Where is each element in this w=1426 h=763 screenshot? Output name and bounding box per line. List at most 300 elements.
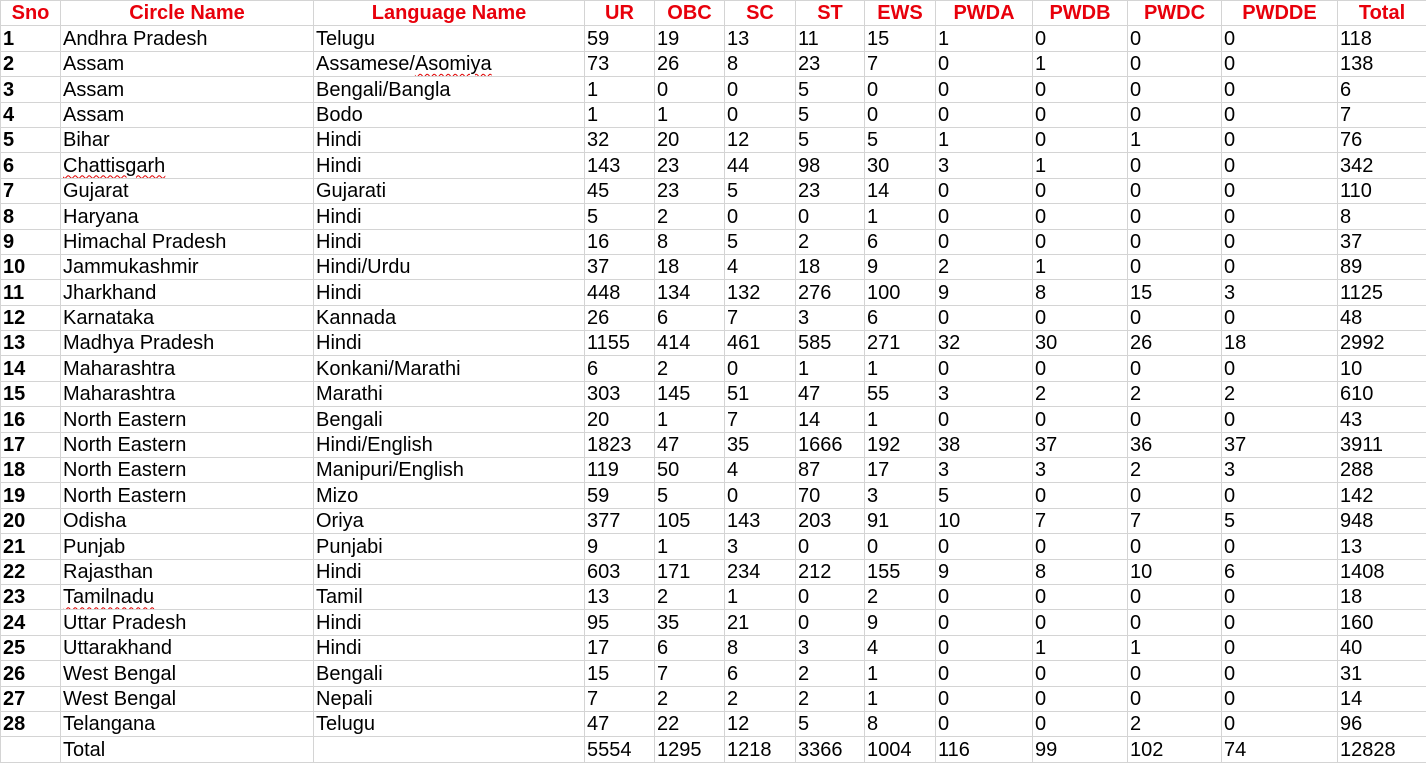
pwdde-cell[interactable] [1222, 127, 1338, 152]
circle-name-cell[interactable] [61, 584, 314, 609]
obc-cell[interactable] [655, 584, 725, 609]
sno-cell[interactable] [1, 102, 61, 127]
ews-cell[interactable] [865, 77, 936, 102]
header-pwda[interactable]: PWDA [936, 1, 1033, 26]
obc-cell[interactable] [655, 356, 725, 381]
pwdc-cell[interactable] [1128, 508, 1222, 533]
obc-cell[interactable] [655, 229, 725, 254]
sc-cell[interactable] [725, 458, 796, 483]
pwdc-cell[interactable] [1128, 229, 1222, 254]
pwdb-cell[interactable] [1033, 204, 1128, 229]
pwdde-cell[interactable] [1222, 356, 1338, 381]
language-name-cell[interactable] [314, 254, 585, 279]
sno-cell[interactable] [1, 559, 61, 584]
total-cell[interactable] [1338, 737, 1426, 762]
ews-cell[interactable] [865, 356, 936, 381]
sc-cell[interactable] [725, 635, 796, 660]
pwda-cell[interactable] [936, 229, 1033, 254]
pwdb-cell[interactable] [1033, 483, 1128, 508]
ews-cell[interactable] [865, 711, 936, 736]
sno-cell[interactable] [1, 610, 61, 635]
sc-cell[interactable] [725, 51, 796, 76]
language-name-cell[interactable] [314, 407, 585, 432]
obc-cell[interactable] [655, 331, 725, 356]
ur-cell[interactable] [585, 153, 655, 178]
sc-cell[interactable] [725, 178, 796, 203]
ur-cell[interactable] [585, 610, 655, 635]
obc-cell[interactable] [655, 432, 725, 457]
obc-cell[interactable] [655, 153, 725, 178]
st-cell[interactable] [796, 686, 865, 711]
obc-cell[interactable] [655, 280, 725, 305]
header-circle-name[interactable]: Circle Name [61, 1, 314, 26]
pwdb-cell[interactable] [1033, 26, 1128, 51]
pwdc-cell[interactable] [1128, 356, 1222, 381]
circle-name-cell[interactable] [61, 381, 314, 406]
st-cell[interactable] [796, 331, 865, 356]
st-cell[interactable] [796, 153, 865, 178]
pwdde-cell[interactable] [1222, 102, 1338, 127]
sno-cell[interactable] [1, 584, 61, 609]
pwdb-cell[interactable] [1033, 407, 1128, 432]
pwda-cell[interactable] [936, 381, 1033, 406]
ews-cell[interactable] [865, 610, 936, 635]
pwdc-cell[interactable] [1128, 331, 1222, 356]
total-cell[interactable] [1338, 331, 1426, 356]
ews-cell[interactable] [865, 26, 936, 51]
total-cell[interactable] [1338, 127, 1426, 152]
pwda-cell[interactable] [936, 280, 1033, 305]
sno-cell[interactable] [1, 508, 61, 533]
sno-cell[interactable] [1, 356, 61, 381]
circle-name-cell[interactable] [61, 711, 314, 736]
sno-cell[interactable] [1, 153, 61, 178]
language-name-cell[interactable] [314, 686, 585, 711]
pwda-cell[interactable] [936, 559, 1033, 584]
sno-cell[interactable] [1, 305, 61, 330]
total-cell[interactable] [1338, 381, 1426, 406]
circle-name-cell[interactable] [61, 686, 314, 711]
st-cell[interactable] [796, 711, 865, 736]
total-cell[interactable] [1338, 508, 1426, 533]
obc-cell[interactable] [655, 26, 725, 51]
obc-cell[interactable] [655, 51, 725, 76]
circle-name-cell[interactable] [61, 356, 314, 381]
pwda-cell[interactable] [936, 534, 1033, 559]
circle-name-cell[interactable] [61, 508, 314, 533]
ur-cell[interactable] [585, 381, 655, 406]
pwdc-cell[interactable] [1128, 280, 1222, 305]
ur-cell[interactable] [585, 280, 655, 305]
sc-cell[interactable] [725, 356, 796, 381]
pwdb-cell[interactable] [1033, 305, 1128, 330]
pwdde-cell[interactable] [1222, 280, 1338, 305]
obc-cell[interactable] [655, 102, 725, 127]
ews-cell[interactable] [865, 584, 936, 609]
total-cell[interactable] [1338, 356, 1426, 381]
pwdb-cell[interactable] [1033, 661, 1128, 686]
circle-name-cell[interactable] [61, 737, 314, 762]
sno-cell[interactable] [1, 635, 61, 660]
st-cell[interactable] [796, 26, 865, 51]
header-sno[interactable]: Sno [1, 1, 61, 26]
pwda-cell[interactable] [936, 178, 1033, 203]
pwdb-cell[interactable] [1033, 178, 1128, 203]
pwdde-cell[interactable] [1222, 534, 1338, 559]
pwda-cell[interactable] [936, 737, 1033, 762]
ews-cell[interactable] [865, 381, 936, 406]
pwdc-cell[interactable] [1128, 178, 1222, 203]
language-name-cell[interactable] [314, 381, 585, 406]
st-cell[interactable] [796, 229, 865, 254]
ews-cell[interactable] [865, 331, 936, 356]
total-cell[interactable] [1338, 153, 1426, 178]
total-cell[interactable] [1338, 51, 1426, 76]
pwdb-cell[interactable] [1033, 508, 1128, 533]
ews-cell[interactable] [865, 661, 936, 686]
ur-cell[interactable] [585, 559, 655, 584]
sc-cell[interactable] [725, 737, 796, 762]
sno-cell[interactable] [1, 432, 61, 457]
ews-cell[interactable] [865, 534, 936, 559]
total-cell[interactable] [1338, 458, 1426, 483]
language-name-cell[interactable] [314, 610, 585, 635]
obc-cell[interactable] [655, 458, 725, 483]
ews-cell[interactable] [865, 737, 936, 762]
pwdc-cell[interactable] [1128, 204, 1222, 229]
ews-cell[interactable] [865, 280, 936, 305]
ews-cell[interactable] [865, 686, 936, 711]
ur-cell[interactable] [585, 102, 655, 127]
ews-cell[interactable] [865, 635, 936, 660]
pwda-cell[interactable] [936, 584, 1033, 609]
sno-cell[interactable] [1, 458, 61, 483]
pwda-cell[interactable] [936, 711, 1033, 736]
pwdb-cell[interactable] [1033, 559, 1128, 584]
pwda-cell[interactable] [936, 635, 1033, 660]
circle-name-cell[interactable] [61, 458, 314, 483]
pwdde-cell[interactable] [1222, 204, 1338, 229]
pwdc-cell[interactable] [1128, 737, 1222, 762]
sno-cell[interactable] [1, 229, 61, 254]
total-cell[interactable] [1338, 534, 1426, 559]
pwdb-cell[interactable] [1033, 331, 1128, 356]
total-cell[interactable] [1338, 204, 1426, 229]
ews-cell[interactable] [865, 559, 936, 584]
language-name-cell[interactable] [314, 356, 585, 381]
pwdb-cell[interactable] [1033, 153, 1128, 178]
pwdc-cell[interactable] [1128, 711, 1222, 736]
pwda-cell[interactable] [936, 661, 1033, 686]
sc-cell[interactable] [725, 77, 796, 102]
pwda-cell[interactable] [936, 483, 1033, 508]
pwdde-cell[interactable] [1222, 331, 1338, 356]
ur-cell[interactable] [585, 51, 655, 76]
pwdde-cell[interactable] [1222, 51, 1338, 76]
pwdb-cell[interactable] [1033, 432, 1128, 457]
pwdc-cell[interactable] [1128, 305, 1222, 330]
ur-cell[interactable] [585, 534, 655, 559]
pwda-cell[interactable] [936, 610, 1033, 635]
circle-name-cell[interactable] [61, 331, 314, 356]
circle-name-cell[interactable] [61, 305, 314, 330]
language-name-cell[interactable] [314, 508, 585, 533]
language-name-cell[interactable] [314, 204, 585, 229]
obc-cell[interactable] [655, 610, 725, 635]
pwdb-cell[interactable] [1033, 356, 1128, 381]
sc-cell[interactable] [725, 26, 796, 51]
total-cell[interactable] [1338, 280, 1426, 305]
circle-name-cell[interactable] [61, 229, 314, 254]
pwdc-cell[interactable] [1128, 254, 1222, 279]
pwda-cell[interactable] [936, 77, 1033, 102]
st-cell[interactable] [796, 127, 865, 152]
total-cell[interactable] [1338, 178, 1426, 203]
ur-cell[interactable] [585, 254, 655, 279]
total-cell[interactable] [1338, 483, 1426, 508]
st-cell[interactable] [796, 178, 865, 203]
header-language-name[interactable]: Language Name [314, 1, 585, 26]
pwdde-cell[interactable] [1222, 458, 1338, 483]
st-cell[interactable] [796, 77, 865, 102]
header-obc[interactable]: OBC [655, 1, 725, 26]
pwda-cell[interactable] [936, 508, 1033, 533]
pwdde-cell[interactable] [1222, 711, 1338, 736]
sc-cell[interactable] [725, 661, 796, 686]
pwda-cell[interactable] [936, 127, 1033, 152]
ur-cell[interactable] [585, 127, 655, 152]
total-cell[interactable] [1338, 635, 1426, 660]
pwdb-cell[interactable] [1033, 254, 1128, 279]
obc-cell[interactable] [655, 737, 725, 762]
pwdc-cell[interactable] [1128, 635, 1222, 660]
st-cell[interactable] [796, 51, 865, 76]
sno-cell[interactable] [1, 204, 61, 229]
pwdc-cell[interactable] [1128, 102, 1222, 127]
language-name-cell[interactable] [314, 559, 585, 584]
pwdb-cell[interactable] [1033, 280, 1128, 305]
st-cell[interactable] [796, 356, 865, 381]
obc-cell[interactable] [655, 407, 725, 432]
pwda-cell[interactable] [936, 254, 1033, 279]
pwdc-cell[interactable] [1128, 483, 1222, 508]
obc-cell[interactable] [655, 686, 725, 711]
pwdb-cell[interactable] [1033, 686, 1128, 711]
sc-cell[interactable] [725, 610, 796, 635]
ews-cell[interactable] [865, 458, 936, 483]
ur-cell[interactable] [585, 432, 655, 457]
ur-cell[interactable] [585, 508, 655, 533]
ur-cell[interactable] [585, 204, 655, 229]
pwda-cell[interactable] [936, 102, 1033, 127]
pwdc-cell[interactable] [1128, 534, 1222, 559]
pwdde-cell[interactable] [1222, 559, 1338, 584]
ur-cell[interactable] [585, 305, 655, 330]
language-name-cell[interactable] [314, 153, 585, 178]
pwdb-cell[interactable] [1033, 635, 1128, 660]
ur-cell[interactable] [585, 178, 655, 203]
ews-cell[interactable] [865, 407, 936, 432]
ews-cell[interactable] [865, 127, 936, 152]
language-name-cell[interactable] [314, 432, 585, 457]
pwda-cell[interactable] [936, 432, 1033, 457]
sc-cell[interactable] [725, 127, 796, 152]
language-name-cell[interactable] [314, 127, 585, 152]
ur-cell[interactable] [585, 26, 655, 51]
language-name-cell[interactable] [314, 77, 585, 102]
pwdde-cell[interactable] [1222, 381, 1338, 406]
pwda-cell[interactable] [936, 305, 1033, 330]
language-name-cell[interactable] [314, 661, 585, 686]
obc-cell[interactable] [655, 483, 725, 508]
pwdc-cell[interactable] [1128, 153, 1222, 178]
obc-cell[interactable] [655, 77, 725, 102]
circle-name-cell[interactable] [61, 534, 314, 559]
circle-name-cell[interactable] [61, 127, 314, 152]
language-name-cell[interactable] [314, 458, 585, 483]
header-total[interactable]: Total [1338, 1, 1426, 26]
circle-name-cell[interactable] [61, 204, 314, 229]
ews-cell[interactable] [865, 483, 936, 508]
ews-cell[interactable] [865, 432, 936, 457]
language-name-cell[interactable] [314, 26, 585, 51]
header-pwdde[interactable]: PWDDE [1222, 1, 1338, 26]
pwda-cell[interactable] [936, 51, 1033, 76]
circle-name-cell[interactable] [61, 26, 314, 51]
pwdc-cell[interactable] [1128, 51, 1222, 76]
obc-cell[interactable] [655, 661, 725, 686]
obc-cell[interactable] [655, 305, 725, 330]
st-cell[interactable] [796, 584, 865, 609]
pwda-cell[interactable] [936, 331, 1033, 356]
pwdc-cell[interactable] [1128, 610, 1222, 635]
obc-cell[interactable] [655, 508, 725, 533]
circle-name-cell[interactable] [61, 483, 314, 508]
pwdb-cell[interactable] [1033, 381, 1128, 406]
obc-cell[interactable] [655, 178, 725, 203]
language-name-cell[interactable] [314, 229, 585, 254]
language-name-cell[interactable] [314, 102, 585, 127]
pwdc-cell[interactable] [1128, 26, 1222, 51]
circle-name-cell[interactable] [61, 661, 314, 686]
sc-cell[interactable] [725, 331, 796, 356]
circle-name-cell[interactable] [61, 559, 314, 584]
total-cell[interactable] [1338, 610, 1426, 635]
ur-cell[interactable] [585, 661, 655, 686]
st-cell[interactable] [796, 661, 865, 686]
sno-cell[interactable] [1, 407, 61, 432]
sno-cell[interactable] [1, 77, 61, 102]
st-cell[interactable] [796, 635, 865, 660]
sno-cell[interactable] [1, 737, 61, 762]
ews-cell[interactable] [865, 254, 936, 279]
circle-name-cell[interactable] [61, 432, 314, 457]
language-name-cell[interactable] [314, 280, 585, 305]
language-name-cell[interactable] [314, 737, 585, 762]
pwdde-cell[interactable] [1222, 305, 1338, 330]
circle-name-cell[interactable] [61, 102, 314, 127]
circle-name-cell[interactable] [61, 178, 314, 203]
pwdc-cell[interactable] [1128, 458, 1222, 483]
total-cell[interactable] [1338, 432, 1426, 457]
pwdde-cell[interactable] [1222, 508, 1338, 533]
ur-cell[interactable] [585, 229, 655, 254]
sc-cell[interactable] [725, 584, 796, 609]
ews-cell[interactable] [865, 178, 936, 203]
pwdb-cell[interactable] [1033, 77, 1128, 102]
pwdde-cell[interactable] [1222, 483, 1338, 508]
sno-cell[interactable] [1, 381, 61, 406]
pwda-cell[interactable] [936, 356, 1033, 381]
pwdb-cell[interactable] [1033, 584, 1128, 609]
sc-cell[interactable] [725, 229, 796, 254]
st-cell[interactable] [796, 508, 865, 533]
ur-cell[interactable] [585, 635, 655, 660]
sno-cell[interactable] [1, 280, 61, 305]
st-cell[interactable] [796, 534, 865, 559]
ews-cell[interactable] [865, 508, 936, 533]
sc-cell[interactable] [725, 407, 796, 432]
ur-cell[interactable] [585, 407, 655, 432]
pwdb-cell[interactable] [1033, 711, 1128, 736]
pwda-cell[interactable] [936, 26, 1033, 51]
st-cell[interactable] [796, 458, 865, 483]
obc-cell[interactable] [655, 711, 725, 736]
pwdde-cell[interactable] [1222, 661, 1338, 686]
pwdb-cell[interactable] [1033, 534, 1128, 559]
pwdde-cell[interactable] [1222, 584, 1338, 609]
st-cell[interactable] [796, 381, 865, 406]
ews-cell[interactable] [865, 153, 936, 178]
ews-cell[interactable] [865, 229, 936, 254]
pwdc-cell[interactable] [1128, 127, 1222, 152]
st-cell[interactable] [796, 407, 865, 432]
circle-name-cell[interactable] [61, 280, 314, 305]
ur-cell[interactable] [585, 458, 655, 483]
total-cell[interactable] [1338, 407, 1426, 432]
language-name-cell[interactable] [314, 483, 585, 508]
pwdc-cell[interactable] [1128, 407, 1222, 432]
st-cell[interactable] [796, 737, 865, 762]
ews-cell[interactable] [865, 102, 936, 127]
sno-cell[interactable] [1, 661, 61, 686]
language-name-cell[interactable] [314, 635, 585, 660]
total-cell[interactable] [1338, 305, 1426, 330]
circle-name-cell[interactable] [61, 77, 314, 102]
total-cell[interactable] [1338, 711, 1426, 736]
ur-cell[interactable] [585, 711, 655, 736]
pwdde-cell[interactable] [1222, 432, 1338, 457]
sc-cell[interactable] [725, 102, 796, 127]
pwda-cell[interactable] [936, 407, 1033, 432]
obc-cell[interactable] [655, 254, 725, 279]
total-cell[interactable] [1338, 661, 1426, 686]
obc-cell[interactable] [655, 381, 725, 406]
sc-cell[interactable] [725, 711, 796, 736]
sc-cell[interactable] [725, 305, 796, 330]
header-ews[interactable]: EWS [865, 1, 936, 26]
st-cell[interactable] [796, 254, 865, 279]
sc-cell[interactable] [725, 381, 796, 406]
sc-cell[interactable] [725, 534, 796, 559]
st-cell[interactable] [796, 280, 865, 305]
pwdde-cell[interactable] [1222, 635, 1338, 660]
language-name-cell[interactable] [314, 331, 585, 356]
ur-cell[interactable] [585, 483, 655, 508]
pwdde-cell[interactable] [1222, 407, 1338, 432]
total-cell[interactable] [1338, 102, 1426, 127]
circle-name-cell[interactable] [61, 610, 314, 635]
